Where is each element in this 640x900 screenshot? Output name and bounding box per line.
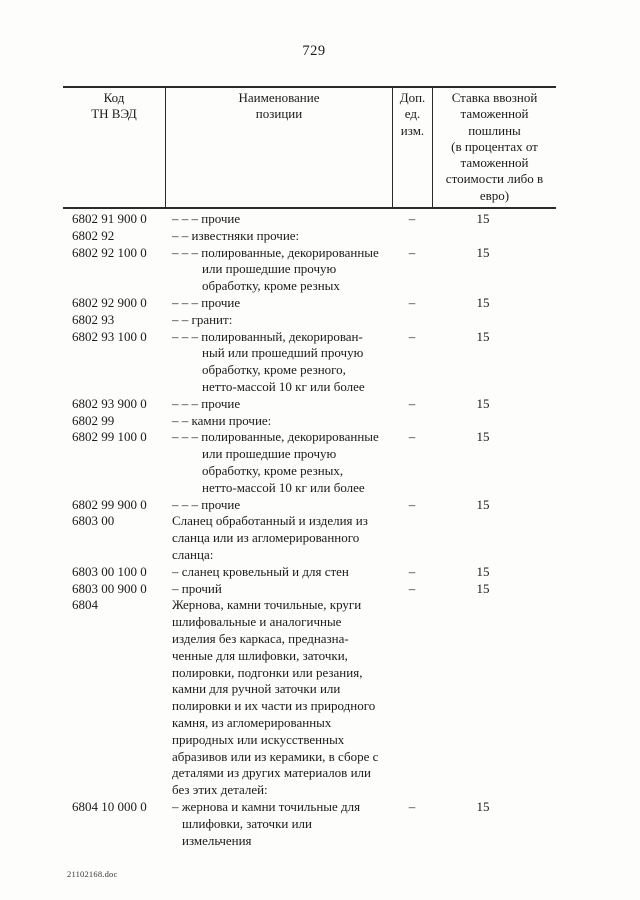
name-cell: [165, 597, 392, 799]
unit-cell: –: [408, 580, 416, 596]
name-cell: [165, 799, 392, 849]
header-line: таможенной: [460, 106, 529, 122]
code-cell: 6803 00: [72, 513, 115, 529]
rate-cell: 15: [476, 395, 490, 411]
name-line: природных или искусственных: [172, 731, 345, 747]
header-line: Код: [103, 90, 125, 105]
table-row: [63, 329, 556, 396]
name-line: – – – полированный, декорирован-: [172, 328, 363, 344]
code-cell: 6802 92 900 0: [72, 295, 147, 311]
header-unit-cell: [392, 88, 432, 207]
header-line: стоимости либо в: [445, 171, 544, 187]
code-cell: 6802 93 900 0: [72, 395, 147, 411]
name-line: нетто-массой 10 кг или более: [202, 379, 365, 395]
table-row: [63, 581, 556, 598]
table-row: [63, 799, 556, 849]
header-line: Наименование: [238, 90, 320, 105]
table-row: [63, 211, 556, 228]
unit-cell: [392, 597, 432, 799]
name-line: без этих деталей:: [172, 782, 268, 798]
name-line: полировки, подгонки или резания,: [172, 664, 363, 680]
name-line: изделия без каркаса, предназна-: [172, 631, 349, 646]
unit-cell: –: [408, 211, 416, 227]
name-line: сланца:: [172, 547, 214, 563]
name-cell: [165, 228, 392, 245]
name-line: ченные для шлифовки, заточки,: [172, 647, 348, 663]
name-line: абразивов или из керамики, в сборе с: [172, 748, 379, 764]
code-cell: 6802 91 900 0: [72, 211, 147, 227]
name-line: – прочий: [172, 580, 222, 596]
name-line: шлифовки, заточки или: [182, 815, 312, 831]
name-line: Жернова, камни точильные, круги: [172, 597, 362, 613]
name-line: сланца или из агломерированного: [172, 530, 360, 546]
name-line: – – – прочие: [172, 211, 241, 227]
table-row: [63, 228, 556, 245]
header-code-cell: [63, 88, 165, 207]
name-line: или прошедшие прочую: [202, 261, 337, 277]
name-cell: [165, 581, 392, 598]
unit-cell: –: [408, 496, 416, 512]
header-line: (в процентах от: [451, 138, 538, 154]
rate-cell: [432, 312, 556, 329]
name-line: – – – полированные, декорированные: [172, 244, 379, 260]
name-line: – – – прочие: [172, 395, 241, 411]
header-line: ед.: [404, 106, 421, 122]
name-line: полировки и их части из природного: [172, 698, 376, 714]
name-line: – – – прочие: [172, 295, 241, 311]
header-rate-cell: [432, 88, 556, 207]
name-line: или прошедшие прочую: [202, 446, 337, 462]
code-cell: 6802 99 900 0: [72, 496, 147, 512]
table-body: [63, 209, 556, 849]
code-cell: 6802 93: [72, 311, 115, 327]
name-cell: [165, 295, 392, 312]
name-line: ный или прошедший прочую: [202, 345, 364, 361]
table-header-row: [63, 86, 556, 209]
name-cell: [165, 329, 392, 396]
header-line: таможенной: [460, 155, 529, 171]
header-line: позиции: [255, 106, 303, 122]
unit-cell: [392, 413, 432, 430]
code-cell: 6803 00 100 0: [72, 563, 147, 579]
name-cell: [165, 564, 392, 581]
code-cell: 6803 00 900 0: [72, 580, 147, 596]
name-cell: [165, 211, 392, 228]
table-row: [63, 312, 556, 329]
name-cell: [165, 396, 392, 413]
rate-cell: [432, 597, 556, 799]
name-line: камня, из агломерированных: [172, 714, 332, 730]
name-line: – – – полированные, декорированные: [172, 429, 379, 445]
name-line: – – гранит:: [172, 311, 233, 327]
table-row: [63, 597, 556, 799]
rate-cell: 15: [476, 295, 490, 311]
code-cell: 6804: [72, 597, 98, 613]
name-cell: [165, 312, 392, 329]
header-name-cell: [165, 88, 392, 207]
header-line: изм.: [400, 122, 425, 138]
name-line: шлифовальные и аналогичные: [172, 614, 342, 630]
name-line: деталями из других материалов или: [172, 765, 371, 781]
name-line: – – известняки прочие:: [172, 227, 300, 243]
name-line: обработку, кроме резных: [202, 278, 340, 294]
name-line: – – – прочие: [172, 496, 241, 512]
name-cell: [165, 429, 392, 496]
unit-cell: –: [408, 563, 416, 579]
code-cell: 6802 93 100 0: [72, 328, 147, 344]
name-line: камни для ручной заточки или: [172, 681, 341, 697]
name-cell: [165, 497, 392, 514]
unit-cell: –: [408, 295, 416, 311]
unit-cell: –: [408, 429, 416, 445]
tariff-table: [63, 86, 556, 849]
rate-cell: [432, 413, 556, 430]
unit-cell: –: [408, 328, 416, 344]
rate-cell: 15: [476, 328, 490, 344]
name-line: нетто-массой 10 кг или более: [202, 479, 365, 495]
name-line: – – камни прочие:: [172, 412, 272, 428]
code-cell: 6802 92: [72, 227, 115, 243]
rate-cell: 15: [476, 798, 490, 814]
code-cell: 6802 99 100 0: [72, 429, 147, 445]
code-cell: 6802 92 100 0: [72, 244, 147, 260]
unit-cell: [392, 228, 432, 245]
name-line: измельчения: [182, 832, 252, 848]
name-cell: [165, 513, 392, 563]
unit-cell: [392, 513, 432, 563]
table-row: [63, 564, 556, 581]
table-row: [63, 413, 556, 430]
header-line: Доп.: [399, 90, 426, 105]
name-line: – сланец кровельный и для стен: [172, 563, 349, 579]
name-line: обработку, кроме резного,: [202, 362, 346, 378]
table-row: [63, 295, 556, 312]
unit-cell: [392, 312, 432, 329]
table-row: [63, 245, 556, 295]
name-cell: [165, 245, 392, 295]
table-row: [63, 396, 556, 413]
header-line: пошлины: [468, 122, 521, 138]
rate-cell: [432, 513, 556, 563]
name-line: – жернова и камни точильные для: [172, 798, 361, 814]
table-row: [63, 513, 556, 563]
rate-cell: 15: [476, 244, 490, 260]
rate-cell: [432, 228, 556, 245]
header-line: ТН ВЭД: [91, 106, 137, 122]
header-line: евро): [479, 187, 510, 203]
rate-cell: 15: [476, 429, 490, 445]
rate-cell: 15: [476, 211, 490, 227]
footer-filename: 21102168.doc: [67, 869, 118, 879]
rate-cell: 15: [476, 496, 490, 512]
unit-cell: –: [408, 798, 416, 814]
table-row: [63, 497, 556, 514]
rate-cell: 15: [476, 580, 490, 596]
page-number: 729: [302, 43, 326, 59]
code-cell: 6804 10 000 0: [72, 798, 147, 814]
unit-cell: –: [408, 395, 416, 411]
table-row: [63, 429, 556, 496]
code-cell: 6802 99: [72, 412, 115, 428]
header-line: Ставка ввозной: [451, 90, 538, 105]
name-line: обработку, кроме резных,: [202, 463, 344, 479]
rate-cell: 15: [476, 563, 490, 579]
unit-cell: –: [408, 244, 416, 260]
name-line: Сланец обработанный и изделия из: [172, 513, 368, 529]
name-cell: [165, 413, 392, 430]
